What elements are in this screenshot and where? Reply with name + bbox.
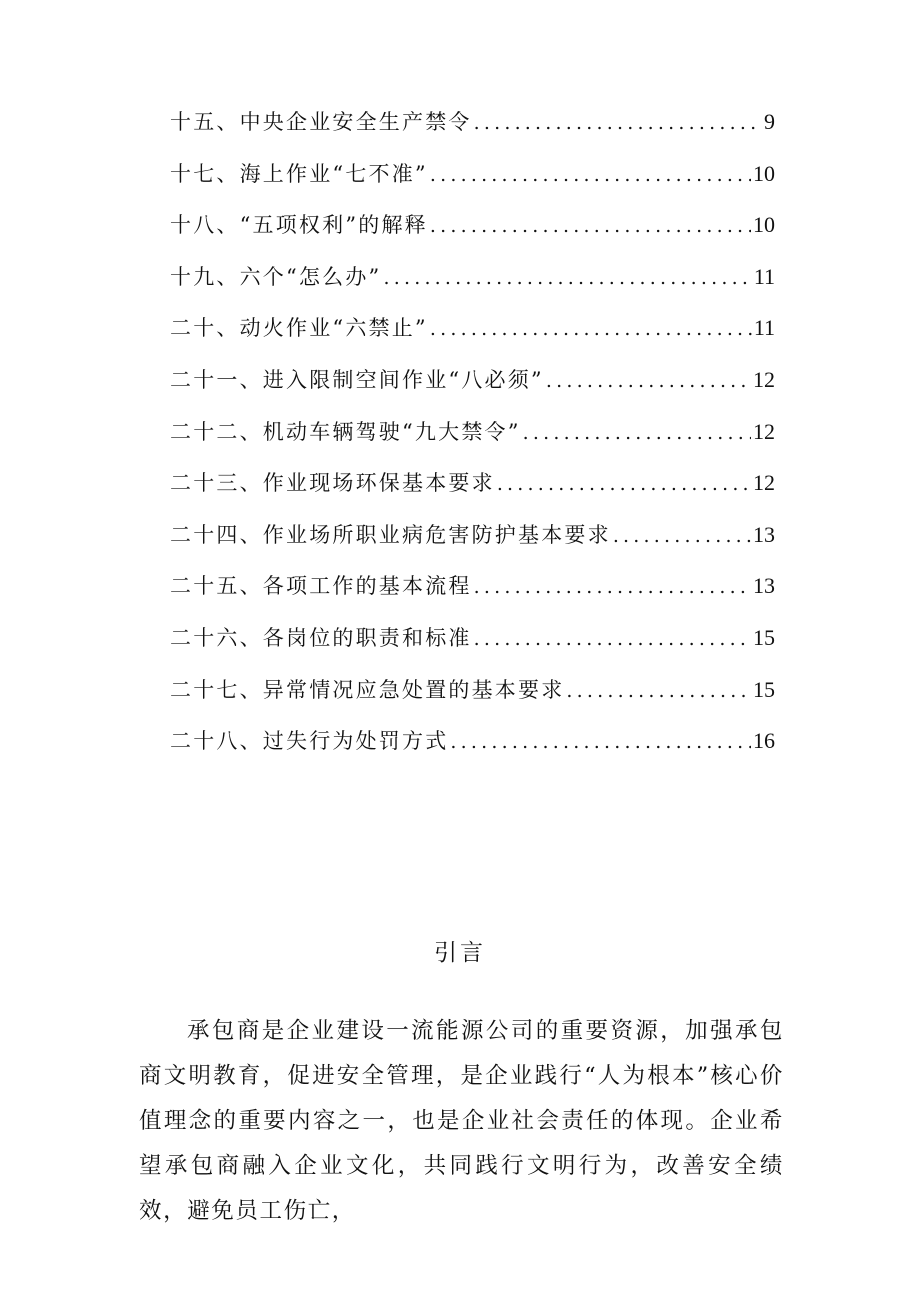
toc-entry-title: 十八、“五项权利”的解释 — [170, 213, 428, 238]
toc-dot-leader — [546, 370, 751, 392]
toc-entry-page: 10 — [753, 212, 775, 238]
toc-dot-leader — [383, 267, 751, 289]
toc-entry-title: 二十七、异常情况应急处置的基本要求 — [170, 677, 565, 702]
toc-entry[interactable] — [170, 209, 775, 261]
toc-entry-title: 二十二、机动车辆驾驶“九大禁令” — [170, 419, 521, 444]
section-heading: 引言 — [434, 940, 486, 966]
toc-entry-title: 二十六、各岗位的职责和标准 — [170, 625, 472, 650]
toc-entry-page: 12 — [753, 366, 775, 392]
toc-entry-title: 二十八、过失行为处罚方式 — [170, 729, 449, 754]
toc-entry-page: 11 — [753, 315, 775, 341]
toc-entry-title: 二十三、作业现场环保基本要求 — [170, 471, 495, 496]
toc-entry[interactable] — [170, 570, 775, 622]
toc-entry-page: 12 — [753, 418, 775, 444]
toc-entry-page: 11 — [753, 263, 775, 289]
toc-entry-page: 15 — [753, 624, 775, 650]
toc-entry[interactable] — [170, 622, 775, 674]
toc-entry-page: 13 — [753, 521, 775, 547]
toc-entry[interactable] — [170, 158, 775, 210]
toc-dot-leader — [430, 164, 751, 186]
toc-dot-leader — [497, 473, 751, 495]
intro-paragraph: 承包商是企业建设一流能源公司的重要资源，加强承包商文明教育，促进安全管理，是企业践行“人为根本”核心价值理念的重要内容之一，也是企业社会责任的体现。企业希望承包商融入企业文化，共同践行文明行为，改善安全绩效，避免员工伤亡， — [139, 1017, 784, 1224]
toc-entry[interactable] — [170, 674, 775, 726]
toc-entry-title: 二十五、各项工作的基本流程 — [170, 574, 472, 599]
toc-entry[interactable] — [170, 364, 775, 416]
toc-entry-page: 13 — [753, 573, 775, 599]
toc-entry[interactable] — [170, 725, 775, 777]
toc-entry[interactable] — [170, 261, 775, 313]
toc-entry-page: 12 — [753, 470, 775, 496]
toc-entry[interactable] — [170, 106, 775, 158]
toc-dot-leader — [474, 576, 751, 598]
toc-entry-title: 十九、六个“怎么办” — [170, 264, 382, 289]
toc-entry-page: 16 — [753, 728, 775, 754]
toc-entry[interactable] — [170, 416, 775, 468]
toc-dot-leader — [430, 215, 751, 237]
toc-dot-leader — [430, 318, 752, 340]
toc-entry-page: 15 — [753, 676, 775, 702]
toc-entry[interactable] — [170, 519, 775, 571]
table-of-contents — [170, 106, 775, 777]
toc-entry-page: 10 — [753, 160, 775, 186]
toc-dot-leader — [450, 731, 751, 753]
toc-dot-leader — [474, 112, 762, 134]
toc-dot-leader — [566, 680, 751, 702]
toc-dot-leader — [474, 628, 751, 650]
toc-entry-title: 二十一、进入限制空间作业“八必须” — [170, 367, 544, 392]
toc-dot-leader — [523, 422, 751, 444]
toc-dot-leader — [613, 525, 751, 547]
toc-entry-title: 十七、海上作业“七不准” — [170, 161, 428, 186]
toc-entry-page: 9 — [764, 109, 775, 134]
toc-entry-title: 二十四、作业场所职业病危害防护基本要求 — [170, 522, 611, 547]
toc-entry-title: 十五、中央企业安全生产禁令 — [170, 110, 472, 134]
toc-entry-title: 二十、动火作业“六禁止” — [170, 316, 428, 341]
toc-entry[interactable] — [170, 467, 775, 519]
toc-entry[interactable] — [170, 312, 775, 364]
